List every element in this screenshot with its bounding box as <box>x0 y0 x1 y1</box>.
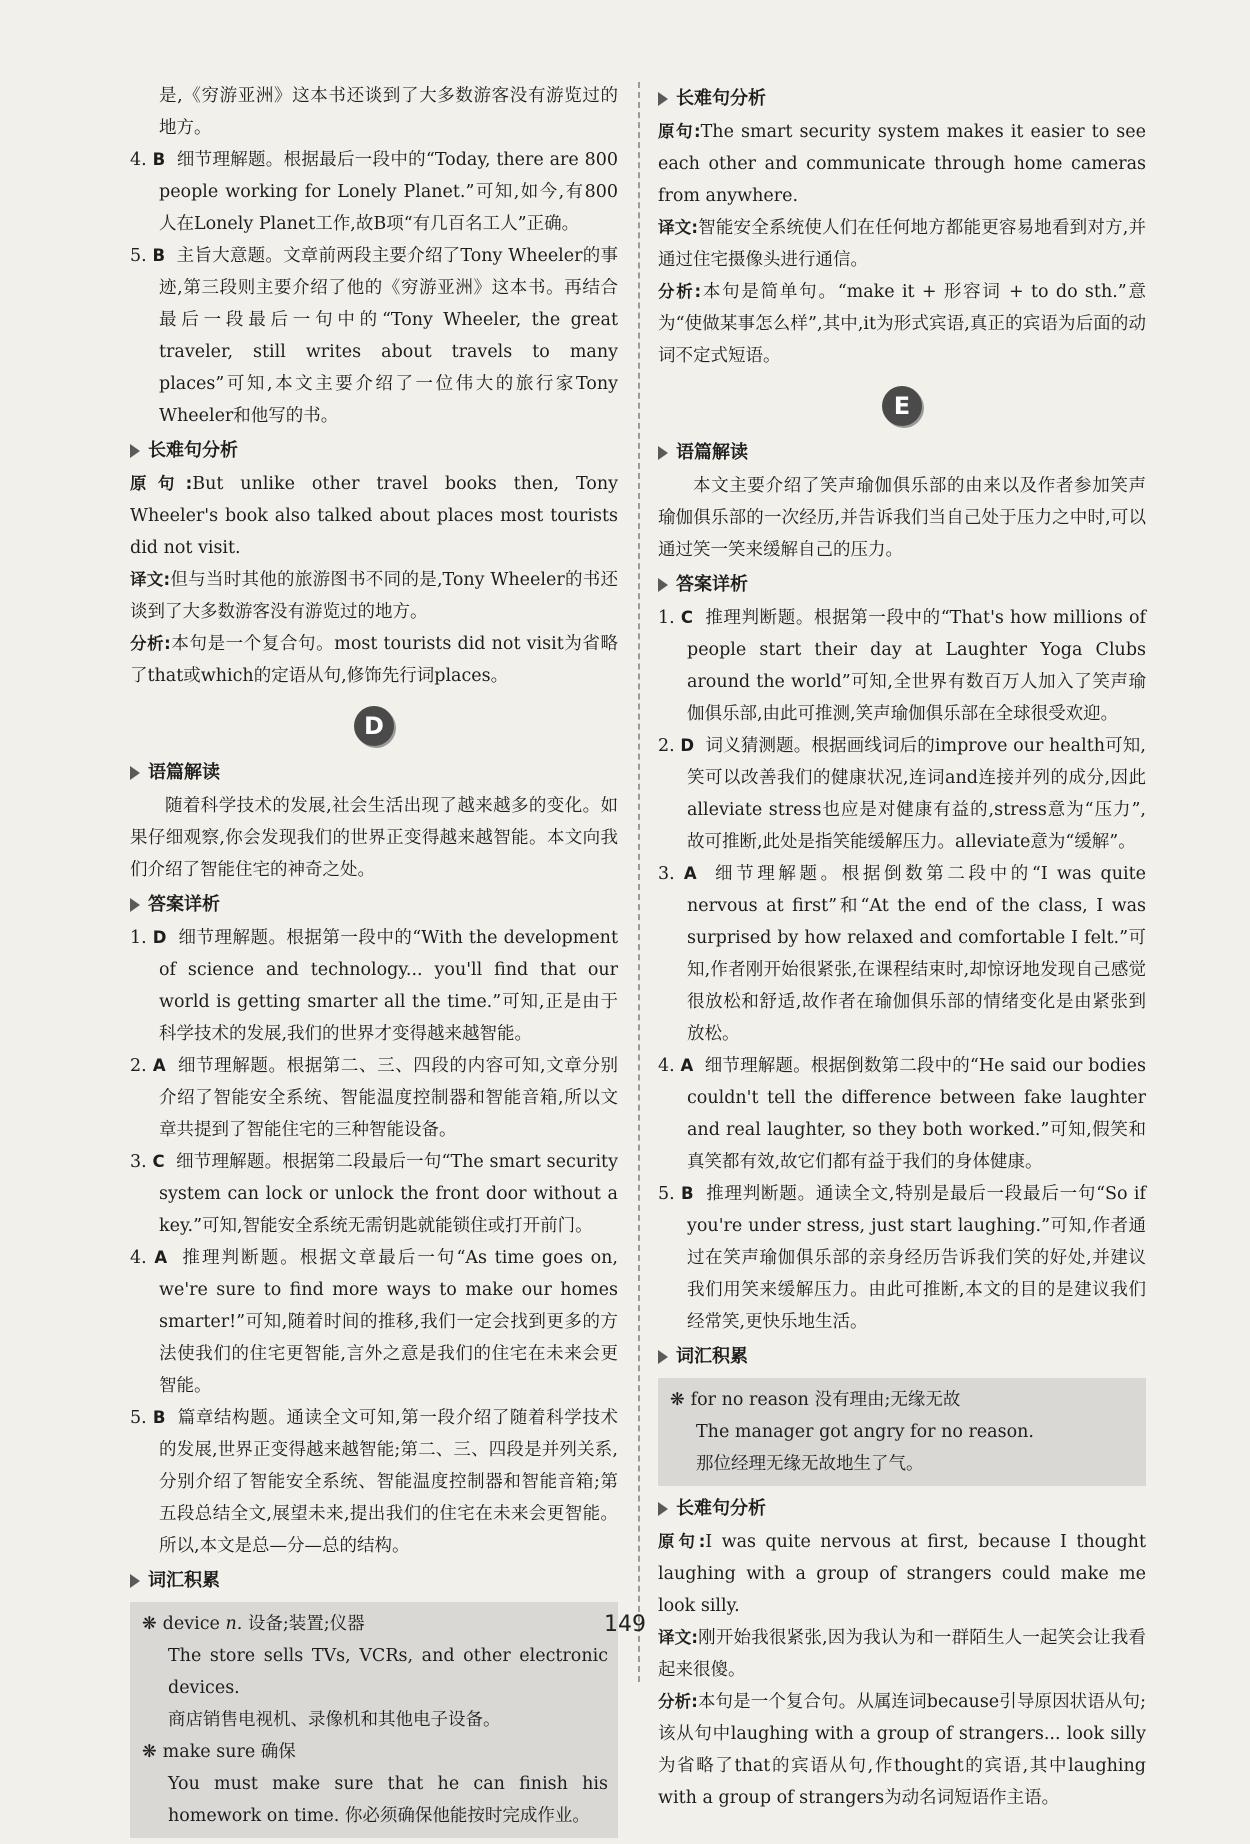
reading-summary: 本文主要介绍了笑声瑜伽俱乐部的由来以及作者参加笑声瑜伽俱乐部的一次经历,并告诉我们当自己处于压力之中时,可以通过笑一笑来缓解自己的压力。 <box>658 476 1146 560</box>
d-answer-3: 3. C 细节理解题。根据第二段最后一句“The smart security system can lock or unlock the front door without a key.”可知,智能安全系统无需钥匙就能锁住或打开前门。 <box>130 1152 618 1236</box>
analysis: 分析:本句是一个复合句。从属连词because引导原因状语从句;该从句中laughing with a group of strangers... look silly为省略了that的宾语从句,作thought的宾语,其中laughing with a group of strangers为动名词短语作主语。 <box>658 1692 1146 1808</box>
arrow-icon <box>658 1350 668 1364</box>
vocab-box <box>130 1602 618 1838</box>
e-answer-2: 2. D 词义猜测题。根据画线词后的improve our health可知,笑可以改善我们的健康状况,连词and连接并列的成分,因此alleviate stress也应是对健康有益的,stress意为“压力”,故可推断,此处是指笑能缓解压力。alleviate意为“缓解”。 <box>658 736 1146 852</box>
vocab-entry: ❋ for no reason 没有理由;无缘无故 <box>670 1390 961 1410</box>
vocab-example-cn: 商店销售电视机、录像机和其他电子设备。 <box>168 1710 501 1730</box>
vocab-box <box>658 1378 1146 1486</box>
analysis: 分析:本句是简单句。“make it + 形容词 + to do sth.”意为“使做某事怎么样”,其中,it为形式宾语,真正的宾语为后面的动词不定式短语。 <box>658 282 1146 366</box>
section-heading-reading: 语篇解读 <box>130 756 618 790</box>
section-heading-answers: 答案详析 <box>130 888 618 922</box>
d-answer-2: 2. A 细节理解题。根据第二、三、四段的内容可知,文章分别介绍了智能安全系统、智能温度控制器和智能音箱,所以文章共提到了智能住宅的三种智能设备。 <box>130 1056 618 1140</box>
column-divider <box>638 82 640 1682</box>
e-answer-4: 4. A 细节理解题。根据倒数第二段中的“He said our bodies couldn't tell the difference between fake laughter and real laughter, so they both worked.”可知,假笑和真笑都有效,故它们都有益于我们的身体健康。 <box>658 1056 1146 1172</box>
translation: 译文:智能安全系统使人们在任何地方都能更容易地看到对方,并通过住宅摄像头进行通信。 <box>658 218 1146 270</box>
section-heading-long-sentence: 长难句分析 <box>130 434 618 468</box>
section-heading-long-sentence: 长难句分析 <box>658 82 1146 116</box>
d-answer-1: 1. D 细节理解题。根据第一段中的“With the development of science and technology... you'll find that our world is getting smarter all the time.”可知,正是由于科学技术的发展,我们的世界才变得越来越智能。 <box>130 928 618 1044</box>
d-answer-5: 5. B 篇章结构题。通读全文可知,第一段介绍了随着科学技术的发展,世界正变得越来越智能;第二、三、四段是并列关系,分别介绍了智能安全系统、智能温度控制器和智能音箱;第五段总结全文,展望未来,提出我们的住宅在未来会更智能。所以,本文是总—分—总的结构。 <box>130 1408 618 1556</box>
vocab-example: The manager got angry for no reason. <box>696 1422 1034 1442</box>
section-heading-vocab: 词汇积累 <box>130 1564 618 1598</box>
arrow-icon <box>658 1502 668 1516</box>
section-heading-long-sentence: 长难句分析 <box>658 1492 1146 1526</box>
left-column <box>130 80 618 1844</box>
e-answer-1: 1. C 推理判断题。根据第一段中的“That's how millions of people start their day at Laughter Yoga Clubs around the world”可知,全世界有数百万人加入了笑声瑜伽俱乐部,由此可推测,笑声瑜伽俱乐部在全球很受欢迎。 <box>658 608 1146 724</box>
vocab-example-cn: 那位经理无缘无故地生了气。 <box>696 1454 924 1474</box>
original-sentence: 原句:I was quite nervous at first, because I thought laughing with a group of strangers could make me look silly. <box>658 1532 1146 1616</box>
arrow-icon <box>130 898 140 912</box>
asterisk-icon: ❋ <box>142 1742 157 1762</box>
analysis: 分析:本句是一个复合句。most tourists did not visit为省略了that或which的定语从句,修饰先行词places。 <box>130 634 618 686</box>
original-sentence: 原句:The smart security system makes it easier to see each other and communicate through home cameras from anywhere. <box>658 122 1146 206</box>
page-number: 149 <box>604 1612 646 1637</box>
translation: 译文:但与当时其他的旅游图书不同的是,Tony Wheeler的书还谈到了大多数游客没有游览过的地方。 <box>130 570 619 622</box>
passage-badge-e: E <box>658 386 1146 426</box>
vocab-example: The store sells TVs, VCRs, and other electronic devices. <box>168 1646 608 1698</box>
vocab-example: You must make sure that he can finish his homework on time. 你必须确保他能按时完成作业。 <box>168 1774 608 1826</box>
arrow-icon <box>658 446 668 460</box>
original-sentence: 原句:But unlike other travel books then, Tony Wheeler's book also talked about places most tourists did not visit. <box>130 474 618 558</box>
right-column <box>658 80 1146 1814</box>
intro-continued: 是,《穷游亚洲》这本书还谈到了大多数游客没有游览过的地方。 <box>159 86 618 138</box>
arrow-icon <box>130 766 140 780</box>
arrow-icon <box>130 1574 140 1588</box>
c-answer-5: 5. B 主旨大意题。文章前两段主要介绍了Tony Wheeler的事迹,第三段则主要介绍了他的《穷游亚洲》这本书。再结合最后一段最后一句中的“Tony Wheeler, the great traveler, still writes about travels to many places”可知,本文主要介绍了一位伟大的旅行家Tony Wheeler和他写的书。 <box>130 246 618 426</box>
vocab-entry: ❋ device n. 设备;装置;仪器 <box>142 1614 365 1634</box>
translation: 译文:刚开始我很紧张,因为我认为和一群陌生人一起笑会让我看起来很傻。 <box>658 1628 1146 1680</box>
c-answer-4: 4. B 细节理解题。根据最后一段中的“Today, there are 800 people working for Lonely Planet.”可知,如今,有800人在Lonely Planet工作,故B项“有几百名工人”正确。 <box>130 150 618 234</box>
vocab-entry: ❋ make sure 确保 <box>142 1742 296 1762</box>
e-answer-3: 3. A 细节理解题。根据倒数第二段中的“I was quite nervous at first”和“At the end of the class, I was surprised by how relaxed and comfortable I felt.”可知,作者刚开始很紧张,在课程结束时,却惊讶地发现自己感觉很放松和舒适,故作者在瑜伽俱乐部的情绪变化是由紧张到放松。 <box>658 864 1146 1044</box>
arrow-icon <box>658 578 668 592</box>
asterisk-icon: ❋ <box>670 1390 685 1410</box>
reading-summary: 随着科学技术的发展,社会生活出现了越来越多的变化。如果仔细观察,你会发现我们的世界正变得越来越智能。本文向我们介绍了智能住宅的神奇之处。 <box>130 796 618 880</box>
asterisk-icon: ❋ <box>142 1614 157 1634</box>
e-answer-5: 5. B 推理判断题。通读全文,特别是最后一段最后一句“So if you're under stress, just start laughing.”可知,作者通过在笑声瑜伽俱乐部的亲身经历告诉我们笑的好处,并建议我们用笑来缓解压力。由此可推断,本文的目的是建议我们经常笑,更快乐地生活。 <box>658 1184 1146 1332</box>
passage-badge-d: D <box>130 706 618 746</box>
section-heading-answers: 答案详析 <box>658 568 1146 602</box>
section-heading-vocab: 词汇积累 <box>658 1340 1146 1374</box>
arrow-icon <box>658 92 668 106</box>
arrow-icon <box>130 444 140 458</box>
section-heading-reading: 语篇解读 <box>658 436 1146 470</box>
d-answer-4: 4. A 推理判断题。根据文章最后一句“As time goes on, we're sure to find more ways to make our homes smarter!”可知,随着时间的推移,我们一定会找到更多的方法使我们的住宅更智能,言外之意是我们的住宅在未来会更智能。 <box>130 1248 618 1396</box>
